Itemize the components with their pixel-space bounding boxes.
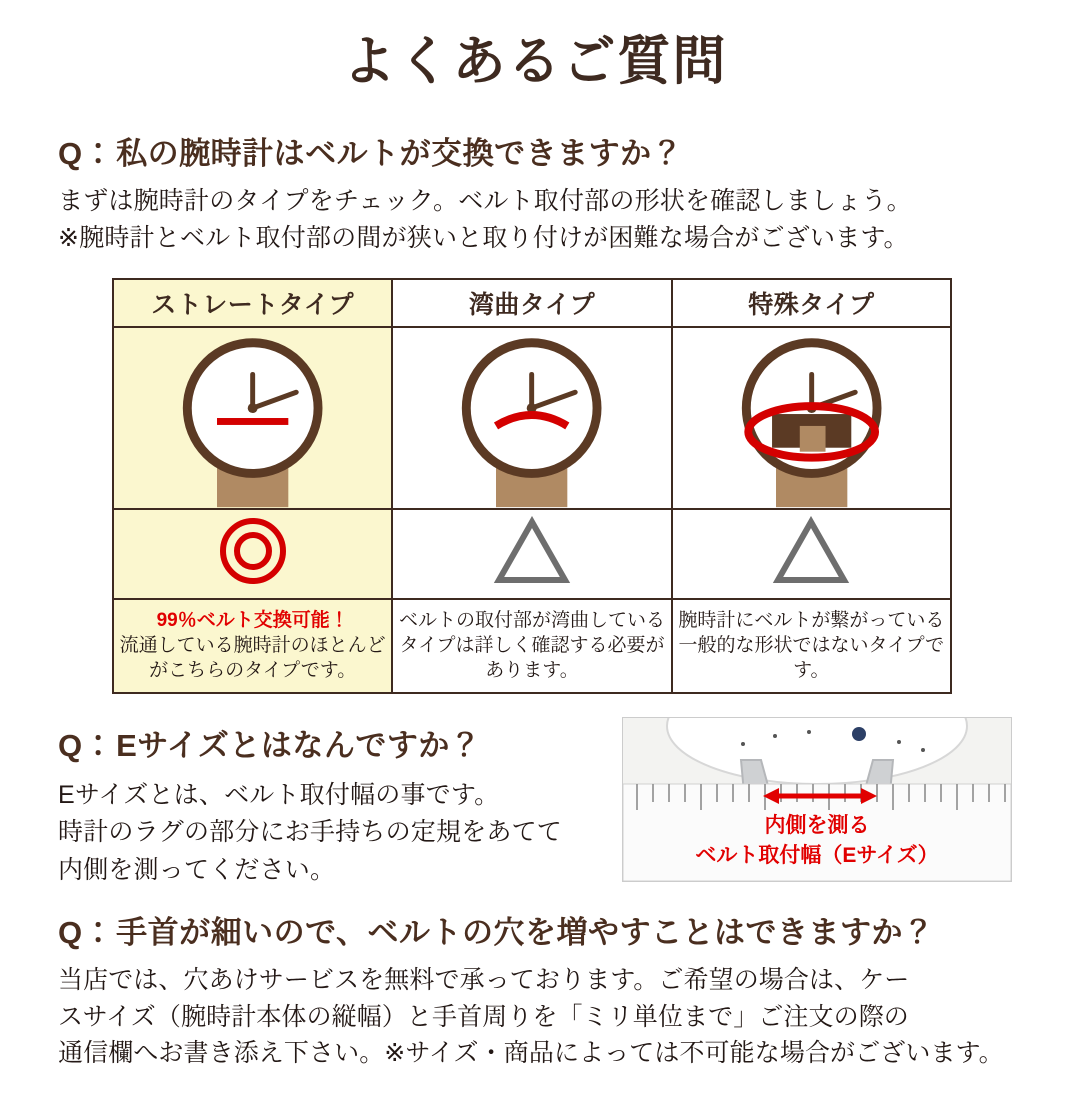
question-2-answer-line-2: 時計のラグの部分にお手持ちの定規をあてて: [58, 818, 563, 847]
question-2-answer-line-3: 内側を測ってください。: [58, 855, 336, 884]
question-3-answer: [58, 962, 1012, 1071]
triangle-icon: [772, 516, 850, 586]
question-3-heading: [58, 907, 1012, 952]
description-curved: [392, 599, 671, 693]
mark-special: [672, 509, 951, 599]
question-2-text: Eサイズとはなんですか？: [116, 727, 482, 763]
question-1-answer: [58, 183, 1012, 256]
table-header-curved: 湾曲タイプ: [392, 279, 671, 327]
faq-page: [0, 33, 1070, 1103]
table-mark-row: [113, 509, 951, 599]
description-straight-highlight: 99％ベルト交換可能！: [156, 610, 349, 632]
description-straight: [113, 599, 392, 693]
question-1-text: 私の腕時計はベルトが交換できますか？: [116, 136, 684, 172]
watch-type-table: [112, 278, 952, 694]
question-3-text: 手首が細いので、ベルトの穴を増やすことはできますか？: [116, 915, 935, 951]
watch-curved-illustration: [393, 330, 670, 508]
watch-straight-illustration: [114, 330, 391, 508]
table-header-special: 特殊タイプ: [672, 279, 951, 327]
question-2-body: [58, 765, 1012, 890]
question-3-answer-line-1: 当店では、穴あけサービスを無料で承っております。ご希望の場合は、ケー: [58, 966, 910, 995]
question-3-answer-line-3: 通信欄へお書き添え下さい。※サイズ・商品によっては不可能な場合がございます。: [58, 1038, 1004, 1067]
question-1-heading: [58, 128, 1012, 173]
description-special-text: 腕時計にベルトが繋がっている一般的な形状ではないタイプです。: [678, 610, 945, 682]
page-title: よくあるご質問: [342, 32, 728, 91]
watch-special-illustration: [673, 330, 950, 508]
table-header-straight: ストレートタイプ: [113, 279, 392, 327]
description-curved-text: ベルトの取付部が湾曲しているタイプは詳しく確認する必要があります。: [398, 610, 665, 682]
illustration-curved: [392, 327, 671, 509]
question-3-prefix: Q：: [58, 915, 115, 951]
ruler-photo-graphic: [623, 718, 1011, 881]
table-illustration-row: [113, 327, 951, 509]
double-circle-icon: [214, 516, 292, 586]
table-header-row: [113, 279, 951, 327]
question-3-answer-line-2: スサイズ（腕時計本体の縦幅）と手首周りを「ミリ単位まで」ご注文の際の: [58, 1002, 909, 1031]
table-description-row: [113, 599, 951, 693]
description-special: [672, 599, 951, 693]
triangle-icon: [493, 516, 571, 586]
e-size-measurement-photo: [622, 717, 1012, 882]
question-1-prefix: Q：: [58, 136, 115, 172]
question-1-answer-line-1: まずは腕時計のタイプをチェック。ベルト取付部の形状を確認しましょう。: [58, 187, 912, 216]
mark-straight: [113, 509, 392, 599]
question-2-prefix: Q：: [58, 727, 115, 763]
photo-caption-line-1: 内側を測る: [764, 813, 870, 837]
illustration-special: [672, 327, 951, 509]
question-2-answer: [58, 777, 562, 890]
mark-curved: [392, 509, 671, 599]
description-straight-text: 流通している腕時計のほとんどがこちらのタイプです。: [119, 635, 386, 682]
illustration-straight: [113, 327, 392, 509]
photo-caption-line-2: ベルト取付幅（Eサイズ）: [695, 843, 939, 867]
question-2-answer-line-1: Eサイズとは、ベルト取付幅の事です。: [58, 780, 500, 809]
question-1-answer-line-2: ※腕時計とベルト取付部の間が狭いと取り付けが困難な場合がございます。: [58, 223, 909, 252]
